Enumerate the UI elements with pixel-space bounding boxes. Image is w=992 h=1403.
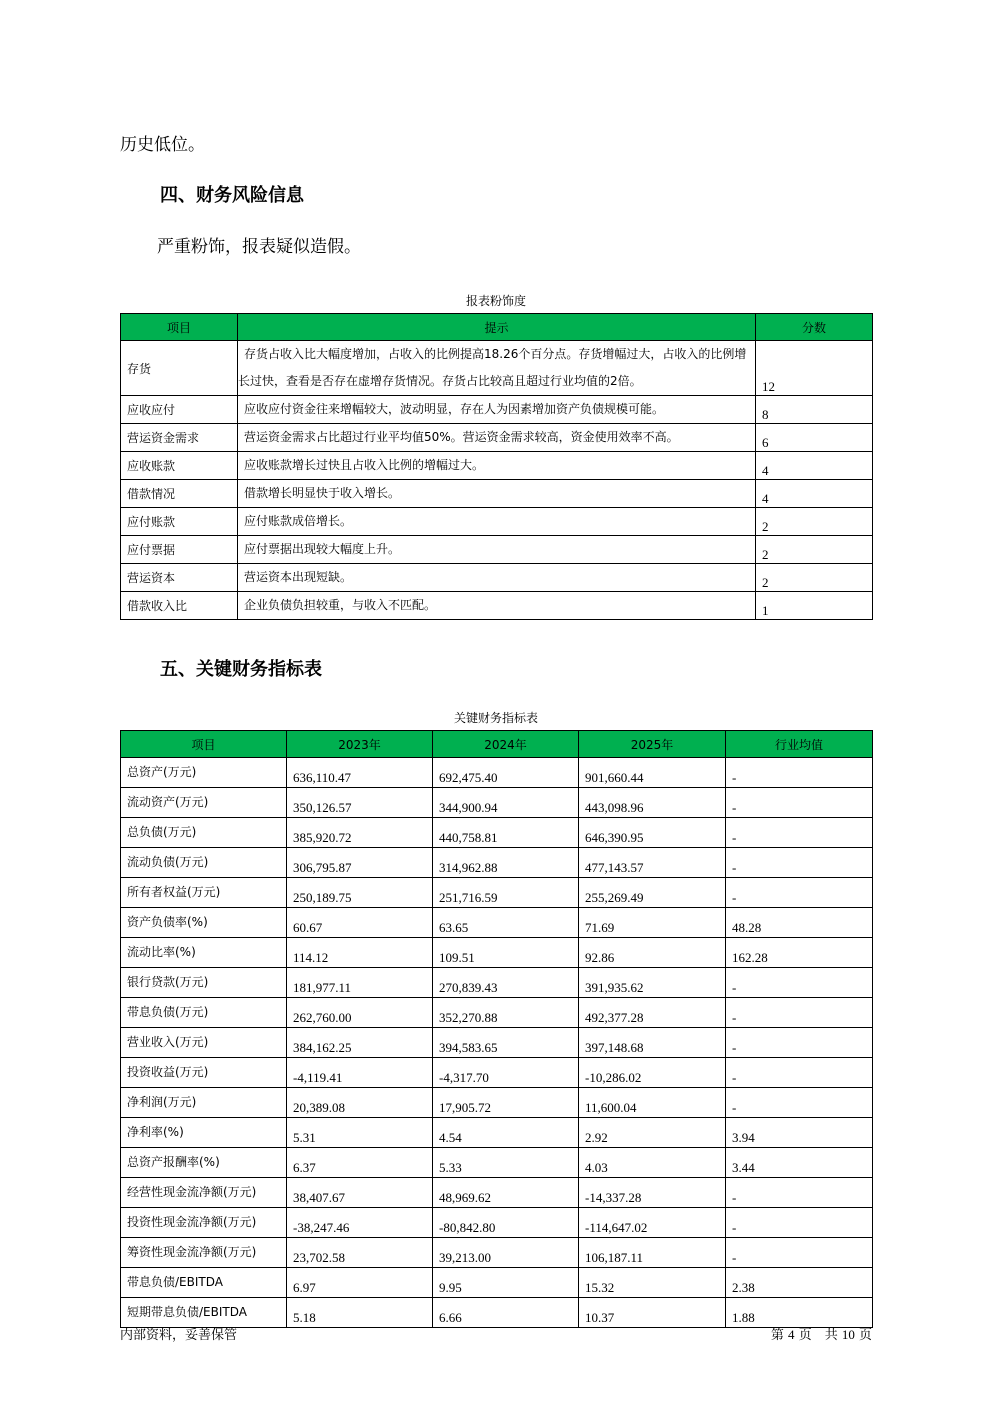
table-header-row <box>121 731 873 758</box>
cell-2023: 350,126.57 <box>287 788 433 818</box>
table-row <box>121 396 873 424</box>
cell-industry-avg: - <box>726 1028 873 1058</box>
table-row <box>121 998 873 1028</box>
row-item: 净利率(%) <box>121 1118 287 1148</box>
footer-page-number <box>771 1324 872 1343</box>
cell-industry-avg: - <box>726 998 873 1028</box>
cell-2023: 114.12 <box>287 938 433 968</box>
column-header: 项目 <box>121 314 238 341</box>
cell-2023: 384,162.25 <box>287 1028 433 1058</box>
row-score: 4 <box>756 452 873 480</box>
table-row <box>121 508 873 536</box>
cell-2025: -14,337.28 <box>579 1178 726 1208</box>
cell-industry-avg: - <box>726 878 873 908</box>
cell-2024: 344,900.94 <box>433 788 579 818</box>
cell-2023: -4,119.41 <box>287 1058 433 1088</box>
row-item: 营运资本 <box>121 564 238 592</box>
cell-2023: 306,795.87 <box>287 848 433 878</box>
cell-2024: 394,583.65 <box>433 1028 579 1058</box>
row-item: 净利润(万元) <box>121 1088 287 1118</box>
cell-industry-avg: - <box>726 788 873 818</box>
row-item: 总资产(万元) <box>121 758 287 788</box>
row-item: 带息负债(万元) <box>121 998 287 1028</box>
cell-2023: 38,407.67 <box>287 1178 433 1208</box>
row-tip: 营运资本出现短缺。 <box>238 564 756 592</box>
table-row <box>121 424 873 452</box>
row-item: 总资产报酬率(%) <box>121 1148 287 1178</box>
cell-2023: -38,247.46 <box>287 1208 433 1238</box>
cell-industry-avg: - <box>726 818 873 848</box>
cell-2023: 6.37 <box>287 1148 433 1178</box>
cell-2024: 270,839.43 <box>433 968 579 998</box>
cell-2024: 5.33 <box>433 1148 579 1178</box>
cell-industry-avg: - <box>726 1058 873 1088</box>
row-tip: 应付账款成倍增长。 <box>238 508 756 536</box>
row-item: 流动资产(万元) <box>121 788 287 818</box>
cell-2025: 92.86 <box>579 938 726 968</box>
row-tip: 营运资金需求占比超过行业平均值50%。营运资金需求较高，资金使用效率不高。 <box>238 424 756 452</box>
row-item: 经营性现金流净额(万元) <box>121 1178 287 1208</box>
cell-2023: 5.18 <box>287 1298 433 1328</box>
cell-2024: 9.95 <box>433 1268 579 1298</box>
cell-2025: 443,098.96 <box>579 788 726 818</box>
page-total: 10 <box>841 1327 855 1342</box>
table-row <box>121 1118 873 1148</box>
table-row <box>121 564 873 592</box>
cell-2023: 5.31 <box>287 1118 433 1148</box>
footer-confidential-note: 内部资料，妥善保管 <box>120 1328 238 1343</box>
cell-2025: 10.37 <box>579 1298 726 1328</box>
page-suffix: 页 <box>858 1328 872 1343</box>
cell-2025: 477,143.57 <box>579 848 726 878</box>
whitewash-table <box>120 313 873 620</box>
table-caption-whitewash: 报表粉饰度 <box>465 294 526 308</box>
column-header: 2023年 <box>287 731 433 758</box>
row-score: 1 <box>756 592 873 620</box>
cell-industry-avg: 2.38 <box>726 1268 873 1298</box>
cell-2025: 492,377.28 <box>579 998 726 1028</box>
cell-2024: -4,317.70 <box>433 1058 579 1088</box>
table-row <box>121 1298 873 1328</box>
key-indicators-table <box>120 730 873 1328</box>
cell-2024: 251,716.59 <box>433 878 579 908</box>
row-item: 应付票据 <box>121 536 238 564</box>
row-item: 流动负债(万元) <box>121 848 287 878</box>
row-item: 总负债(万元) <box>121 818 287 848</box>
row-item: 资产负债率(%) <box>121 908 287 938</box>
row-score: 4 <box>756 480 873 508</box>
cell-2023: 60.67 <box>287 908 433 938</box>
cell-industry-avg: - <box>726 968 873 998</box>
cell-industry-avg: - <box>726 1238 873 1268</box>
table-row <box>121 1268 873 1298</box>
cell-2024: 440,758.81 <box>433 818 579 848</box>
cell-2024: 352,270.88 <box>433 998 579 1028</box>
table-row <box>121 968 873 998</box>
cell-2025: 2.92 <box>579 1118 726 1148</box>
row-tip: 应付票据出现较大幅度上升。 <box>238 536 756 564</box>
table-row <box>121 818 873 848</box>
cell-2024: 314,962.88 <box>433 848 579 878</box>
table-row <box>121 1058 873 1088</box>
row-score: 6 <box>756 424 873 452</box>
cell-2024: 4.54 <box>433 1118 579 1148</box>
cell-2023: 385,920.72 <box>287 818 433 848</box>
cell-2025: 391,935.62 <box>579 968 726 998</box>
table-row <box>121 592 873 620</box>
row-item: 应付账款 <box>121 508 238 536</box>
cell-2025: 4.03 <box>579 1148 726 1178</box>
continuation-text: 历史低位。 <box>120 135 205 155</box>
cell-industry-avg: - <box>726 1208 873 1238</box>
cell-2025: 901,660.44 <box>579 758 726 788</box>
table-caption-key-indicators: 关键财务指标表 <box>453 711 538 725</box>
row-item: 营运资金需求 <box>121 424 238 452</box>
table-row <box>121 908 873 938</box>
cell-industry-avg: 3.94 <box>726 1118 873 1148</box>
table-header-row <box>121 314 873 341</box>
row-item: 营业收入(万元) <box>121 1028 287 1058</box>
table-row <box>121 480 873 508</box>
cell-2023: 23,702.58 <box>287 1238 433 1268</box>
cell-2025: 71.69 <box>579 908 726 938</box>
table-row <box>121 341 873 396</box>
row-item: 投资收益(万元) <box>121 1058 287 1088</box>
cell-2025: 11,600.04 <box>579 1088 726 1118</box>
page-current: 4 <box>788 1327 795 1342</box>
cell-2024: 48,969.62 <box>433 1178 579 1208</box>
row-item: 借款情况 <box>121 480 238 508</box>
row-tip: 借款增长明显快于收入增长。 <box>238 480 756 508</box>
cell-2025: -10,286.02 <box>579 1058 726 1088</box>
cell-2023: 6.97 <box>287 1268 433 1298</box>
cell-industry-avg: 162.28 <box>726 938 873 968</box>
row-score: 2 <box>756 508 873 536</box>
row-item: 应收账款 <box>121 452 238 480</box>
cell-2025: 397,148.68 <box>579 1028 726 1058</box>
column-header: 2024年 <box>433 731 579 758</box>
table-row <box>121 788 873 818</box>
row-item: 带息负债/EBITDA <box>121 1268 287 1298</box>
cell-2024: 692,475.40 <box>433 758 579 788</box>
table-row <box>121 878 873 908</box>
table-row <box>121 1208 873 1238</box>
table-row <box>121 1088 873 1118</box>
table-row <box>121 1148 873 1178</box>
page-prefix: 第 <box>770 1328 784 1343</box>
table-row <box>121 1028 873 1058</box>
row-item: 筹资性现金流净额(万元) <box>121 1238 287 1268</box>
cell-industry-avg: - <box>726 758 873 788</box>
row-tip: 企业负债负担较重，与收入不匹配。 <box>238 592 756 620</box>
section-heading-key-indicators: 五、关键财务指标表 <box>160 659 322 680</box>
table-row <box>121 452 873 480</box>
row-item: 借款收入比 <box>121 592 238 620</box>
cell-industry-avg: 1.88 <box>726 1298 873 1328</box>
cell-industry-avg: - <box>726 1178 873 1208</box>
column-header: 项目 <box>121 731 287 758</box>
row-tip: 存货占收入比大幅度增加，占收入的比例提高18.26个百分点。存货增幅过大，占收入的比例增长过快，查看是否存在虚增存货情况。存货占比较高且超过行业均值的2倍。 <box>238 341 756 396</box>
cell-industry-avg: 3.44 <box>726 1148 873 1178</box>
cell-2023: 250,189.75 <box>287 878 433 908</box>
row-item: 短期带息负债/EBITDA <box>121 1298 287 1328</box>
row-tip: 应收账款增长过快且占收入比例的增幅过大。 <box>238 452 756 480</box>
cell-industry-avg: 48.28 <box>726 908 873 938</box>
table-row <box>121 536 873 564</box>
row-item: 银行贷款(万元) <box>121 968 287 998</box>
cell-2024: 39,213.00 <box>433 1238 579 1268</box>
cell-2025: 15.32 <box>579 1268 726 1298</box>
row-item: 存货 <box>121 341 238 396</box>
column-header: 2025年 <box>579 731 726 758</box>
cell-2024: 6.66 <box>433 1298 579 1328</box>
cell-2024: 63.65 <box>433 908 579 938</box>
cell-2025: 255,269.49 <box>579 878 726 908</box>
cell-2025: 106,187.11 <box>579 1238 726 1268</box>
column-header: 提示 <box>238 314 756 341</box>
row-item: 应收应付 <box>121 396 238 424</box>
cell-2023: 181,977.11 <box>287 968 433 998</box>
row-item: 所有者权益(万元) <box>121 878 287 908</box>
row-score: 2 <box>756 564 873 592</box>
row-score: 8 <box>756 396 873 424</box>
row-item: 流动比率(%) <box>121 938 287 968</box>
cell-2025: 646,390.95 <box>579 818 726 848</box>
cell-industry-avg: - <box>726 848 873 878</box>
cell-2024: 17,905.72 <box>433 1088 579 1118</box>
risk-summary-paragraph: 严重粉饰，报表疑似造假。 <box>157 237 361 257</box>
table-row <box>121 1238 873 1268</box>
column-header: 分数 <box>756 314 873 341</box>
cell-industry-avg: - <box>726 1088 873 1118</box>
cell-2025: -114,647.02 <box>579 1208 726 1238</box>
table-row <box>121 758 873 788</box>
table-row <box>121 1178 873 1208</box>
table-row <box>121 848 873 878</box>
cell-2024: -80,842.80 <box>433 1208 579 1238</box>
row-tip: 应收应付资金往来增幅较大，波动明显，存在人为因素增加资产负债规模可能。 <box>238 396 756 424</box>
cell-2023: 20,389.08 <box>287 1088 433 1118</box>
cell-2023: 262,760.00 <box>287 998 433 1028</box>
row-score: 2 <box>756 536 873 564</box>
page-mid: 页 共 <box>798 1328 838 1343</box>
cell-2023: 636,110.47 <box>287 758 433 788</box>
row-score: 12 <box>756 341 873 396</box>
column-header: 行业均值 <box>726 731 873 758</box>
cell-2024: 109.51 <box>433 938 579 968</box>
row-item: 投资性现金流净额(万元) <box>121 1208 287 1238</box>
section-heading-financial-risk: 四、财务风险信息 <box>160 185 304 206</box>
table-row <box>121 938 873 968</box>
